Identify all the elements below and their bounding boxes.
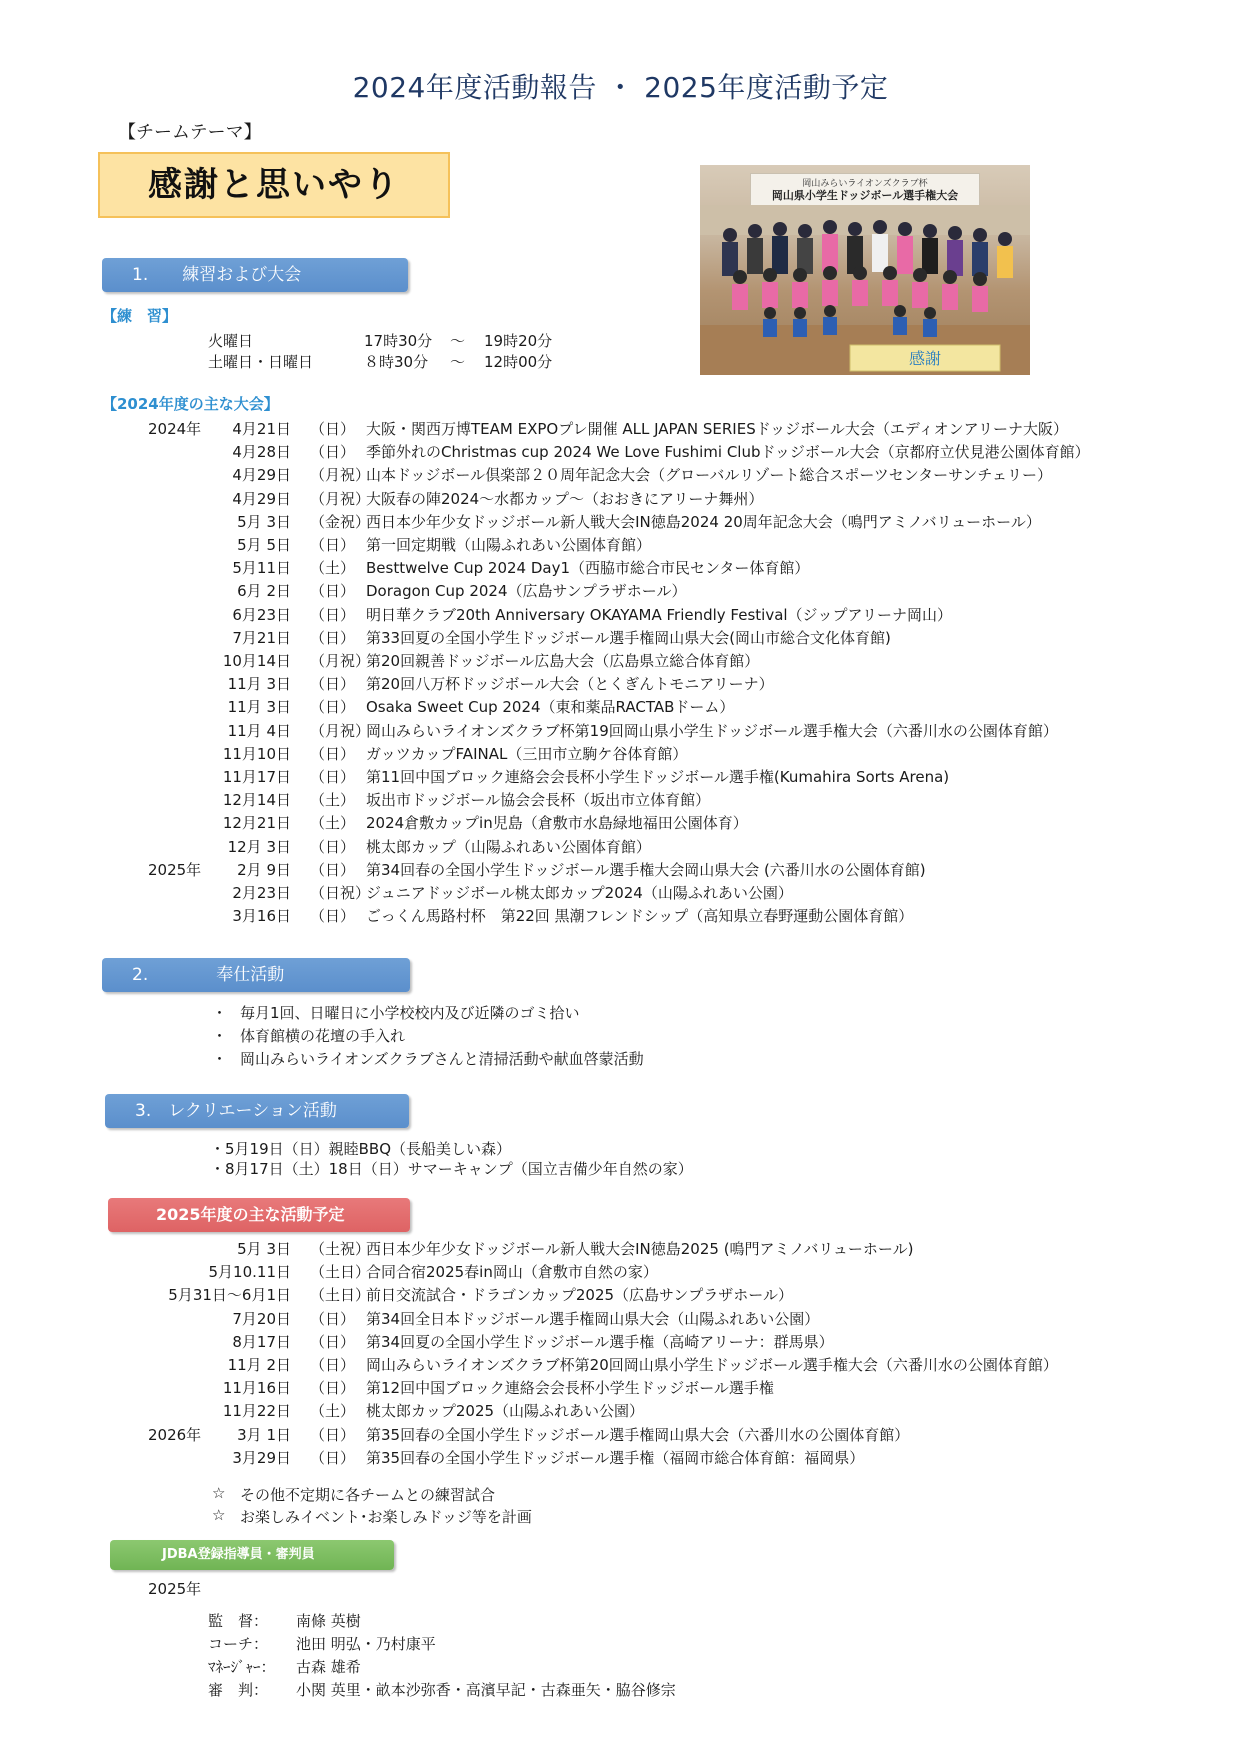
event-row xyxy=(0,812,1241,834)
event-name: 第33回夏の全国小学生ドッジボール選手権岡山県大会(岡山市総合文化体育館) xyxy=(366,628,891,647)
volunteer-item: 体育館横の花壇の手入れ xyxy=(240,1027,406,1045)
event-row xyxy=(0,1238,1241,1260)
event-name: 大阪・関西万博TEAM EXPOプレ開催 ALL JAPAN SERIESドッジボール大会（エディオンアリーナ大阪） xyxy=(366,420,1069,438)
volunteer-item: 岡山みらいライオンズクラブさんと清掃活動や献血啓蒙活動 xyxy=(240,1050,644,1068)
staff-role: 監 督： xyxy=(208,1612,269,1630)
section-volunteer-activities: 2. 奉仕活動 xyxy=(102,958,410,992)
event-day: （日） xyxy=(310,907,356,926)
event-date: 4月21日 xyxy=(232,420,291,438)
event-name: 西日本少年少女ドッジボール新人戦大会IN徳島2025 (鳴門アミノバリューホール) xyxy=(366,1240,914,1258)
event-name: Doragon Cup 2024（広島サンプラザホール） xyxy=(366,582,687,601)
event-row xyxy=(0,488,1241,510)
event-name: 西日本少年少女ドッジボール新人戦大会IN徳島2024 20周年記念大会（鳴門アミノバリューホール） xyxy=(366,512,1041,531)
event-row xyxy=(0,441,1241,463)
event-year: 2024年 xyxy=(148,420,202,438)
staff-role: 審 判： xyxy=(208,1681,269,1699)
event-name: 季節外れのChristmas cup 2024 We Love Fushimi Clubドッジボール大会（京都府立伏見港公園体育館） xyxy=(366,443,1090,462)
event-day: （土） xyxy=(310,559,356,578)
event-day: （日） xyxy=(310,420,356,438)
event-date: 3月29日 xyxy=(232,1448,291,1467)
event-row xyxy=(0,1354,1241,1376)
section-recreation-activities: 3. レクリエーション活動 xyxy=(105,1094,409,1128)
event-name: 第12回中国ブロック連絡会会長杯小学生ドッジボール選手権 xyxy=(366,1379,774,1398)
event-day: （日） xyxy=(310,698,356,717)
star-mark: ☆ xyxy=(212,1484,226,1502)
practice-sep: ～ xyxy=(450,353,466,371)
staff-role: コーチ： xyxy=(208,1635,269,1653)
event-row xyxy=(0,464,1241,486)
team-theme-box: 感謝と思いやり xyxy=(98,152,450,218)
event-day: （日） xyxy=(310,744,356,763)
event-date: 5月 3日 xyxy=(237,512,291,531)
event-date: 12月14日 xyxy=(222,791,291,810)
event-date: 5月 5日 xyxy=(237,536,291,554)
staff-year: 2025年 xyxy=(148,1580,202,1598)
practice-heading: 【練 習】 xyxy=(102,307,178,325)
plans-note: その他不定期に各チームとの練習試合 xyxy=(240,1486,496,1504)
event-date: 7月21日 xyxy=(232,628,291,647)
event-day: （日） xyxy=(310,1332,356,1351)
event-row xyxy=(0,673,1241,695)
event-day: （日） xyxy=(310,1425,356,1444)
bullet-mark: ・ xyxy=(212,1004,228,1022)
event-date: 10月14日 xyxy=(222,652,291,670)
event-row xyxy=(0,720,1241,742)
event-name: Osaka Sweet Cup 2024（東和薬品RACTABドーム） xyxy=(366,698,735,717)
event-day: （日） xyxy=(310,768,356,786)
event-date: 2月23日 xyxy=(232,884,291,902)
practice-end: 12時00分 xyxy=(484,353,553,371)
event-name: 第20回八万杯ドッジボール大会（とくぎんトモニアリーナ） xyxy=(366,675,774,694)
event-date: 2月 9日 xyxy=(237,860,291,879)
event-date: 11月10日 xyxy=(222,744,291,763)
event-day: （日） xyxy=(310,605,356,624)
event-row xyxy=(0,766,1241,788)
event-year: 2026年 xyxy=(148,1425,202,1444)
practice-row xyxy=(0,330,1241,352)
event-date: 12月21日 xyxy=(222,814,291,833)
event-row xyxy=(0,580,1241,602)
event-date: 11月 2日 xyxy=(227,1356,291,1374)
event-name: 岡山みらいライオンズクラブ杯第20回岡山県小学生ドッジボール選手権大会（六番川水の公園体育館） xyxy=(366,1356,1058,1374)
event-name: 第一回定期戦（山陽ふれあい公園体育館） xyxy=(366,536,652,554)
event-date: 12月 3日 xyxy=(227,837,291,856)
photo-sign-text: 感謝 xyxy=(908,349,942,368)
event-name: 桃太郎カップ（山陽ふれあい公園体育館） xyxy=(366,837,651,856)
event-row xyxy=(0,650,1241,672)
bullet-mark: ・ xyxy=(212,1050,228,1068)
event-day: （日） xyxy=(310,675,356,694)
event-row xyxy=(0,696,1241,718)
section-practice-and-tournaments: 1. 練習および大会 xyxy=(102,258,408,292)
event-row xyxy=(0,511,1241,533)
event-date: 4月28日 xyxy=(232,443,291,462)
page-title: 2024年度活動報告 ・ 2025年度活動予定 xyxy=(352,71,889,104)
event-name: 第35回春の全国小学生ドッジボール選手権岡山県大会（六番川水の公園体育館） xyxy=(366,1425,910,1444)
event-year: 2025年 xyxy=(148,860,202,879)
photo-banner-line2: 岡山県小学生ドッジボール選手権大会 xyxy=(771,189,959,202)
bullet-mark: ・ xyxy=(212,1027,228,1045)
event-row xyxy=(0,1308,1241,1330)
recreation-item: ・8月17日（土）18日（日）サマーキャンプ（国立吉備少年自然の家） xyxy=(210,1160,693,1178)
photo-banner-line1: 岡山みらいライオンズクラブ杯 xyxy=(802,179,928,189)
event-date: 4月29日 xyxy=(232,489,291,508)
event-day: （日祝） xyxy=(310,884,371,902)
event-row xyxy=(0,627,1241,649)
event-name: 岡山みらいライオンズクラブ杯第19回岡山県小学生ドッジボール選手権大会（六番川水の公園体育館） xyxy=(366,721,1058,740)
event-date: 4月29日 xyxy=(232,466,291,485)
event-day: （月祝） xyxy=(310,721,371,740)
volunteer-item: 毎月1回、日曜日に小学校校内及び近隣のゴミ拾い xyxy=(240,1004,580,1022)
event-date: 5月10.11日 xyxy=(208,1263,291,1282)
event-date: 6月23日 xyxy=(232,605,291,624)
event-date: 11月 3日 xyxy=(227,675,291,694)
event-row xyxy=(0,836,1241,858)
event-day: （日） xyxy=(310,582,356,601)
event-day: （金祝） xyxy=(310,512,371,531)
event-name: 明日華クラブ20th Anniversary OKAYAMA Friendly Festival（ジップアリーナ岡山） xyxy=(366,605,952,624)
event-name: 坂出市ドッジボール協会会長杯（坂出市立体育館） xyxy=(366,791,711,810)
event-day: （日） xyxy=(310,536,356,554)
event-name: 第34回夏の全国小学生ドッジボール選手権（高崎アリーナ：群馬県） xyxy=(366,1332,834,1351)
practice-end: 19時20分 xyxy=(484,332,553,350)
event-day: （土日） xyxy=(310,1263,371,1282)
event-row xyxy=(0,789,1241,811)
event-name: 山本ドッジボール倶楽部２０周年記念大会（グローバルリゾート総合スポーツセンターサンチェリー） xyxy=(366,466,1052,485)
event-row xyxy=(0,1400,1241,1422)
event-day: （月祝） xyxy=(310,652,371,670)
event-day: （日） xyxy=(310,1309,356,1328)
event-name: 第35回春の全国小学生ドッジボール選手権（福岡市総合体育館：福岡県） xyxy=(366,1448,865,1467)
event-day: （日） xyxy=(310,1356,356,1374)
staff-names: 南條 英樹 xyxy=(296,1612,361,1630)
event-day: （月祝） xyxy=(310,489,371,508)
event-date: 11月17日 xyxy=(222,768,291,786)
event-day: （日） xyxy=(310,837,356,856)
team-theme-label: 【チームテーマ】 xyxy=(118,122,262,143)
section-jdba-staff: JDBA登録指導員・審判員 xyxy=(110,1540,394,1570)
event-day: （土祝） xyxy=(310,1240,371,1258)
event-name: 前日交流試合・ドラゴンカップ2025（広島サンプラザホール） xyxy=(366,1286,793,1305)
star-mark: ☆ xyxy=(212,1506,226,1524)
event-day: （日） xyxy=(310,1448,356,1467)
staff-names: 小関 英里・畝本沙弥香・高濱早記・古森亜矢・脇谷修宗 xyxy=(296,1681,676,1699)
event-name: 第20回親善ドッジボール広島大会（広島県立総合体育館） xyxy=(366,652,760,670)
event-date: 11月 3日 xyxy=(227,698,291,717)
event-name: 桃太郎カップ2025（山陽ふれあい公園） xyxy=(366,1402,645,1421)
event-name: ガッツカップFAINAL（三田市立駒ケ谷体育館） xyxy=(366,744,688,763)
practice-days: 土曜日・日曜日 xyxy=(208,353,314,371)
event-name: 第34回全日本ドッジボール選手権岡山県大会（山陽ふれあい公園） xyxy=(366,1309,820,1328)
practice-start: 17時30分 xyxy=(364,332,433,350)
event-row xyxy=(0,1284,1241,1306)
event-date: 11月 4日 xyxy=(227,721,291,740)
event-row xyxy=(0,1261,1241,1283)
event-day: （土） xyxy=(310,814,356,833)
event-name: 大阪春の陣2024～水都カップ～（おおきにアリーナ舞州） xyxy=(366,489,764,508)
practice-sep: ～ xyxy=(450,332,466,350)
event-row xyxy=(0,1447,1241,1469)
event-date: 3月16日 xyxy=(232,907,291,926)
event-row xyxy=(0,905,1241,927)
event-name: 第11回中国ブロック連絡会会長杯小学生ドッジボール選手権(Kumahira Sorts Arena) xyxy=(366,768,950,786)
event-day: （土） xyxy=(310,791,356,810)
event-row xyxy=(0,1424,1241,1446)
event-row xyxy=(0,604,1241,626)
event-day: （日） xyxy=(310,860,356,879)
section-2025-plans: 2025年度の主な活動予定 xyxy=(108,1198,410,1232)
event-date: 8月17日 xyxy=(232,1332,291,1351)
event-day: （土日） xyxy=(310,1286,371,1305)
event-day: （土） xyxy=(310,1402,356,1421)
event-name: Besttwelve Cup 2024 Day1（西脇市総合市民センター体育館） xyxy=(366,559,810,578)
event-day: （月祝） xyxy=(310,466,371,485)
event-date: 6月 2日 xyxy=(237,582,291,601)
event-date: 11月22日 xyxy=(222,1402,291,1421)
practice-days: 火曜日 xyxy=(208,332,254,350)
staff-role: ﾏﾈｰｼﾞｬｰ： xyxy=(208,1658,276,1676)
practice-row xyxy=(0,351,1241,373)
event-name: ジュニアドッジボール桃太郎カップ2024（山陽ふれあい公園） xyxy=(366,884,793,902)
event-row xyxy=(0,882,1241,904)
plans-note: お楽しみイベント･お楽しみドッジ等を計画 xyxy=(240,1508,532,1526)
event-day: （日） xyxy=(310,1379,356,1398)
event-day: （日） xyxy=(310,628,356,647)
event-date: 7月20日 xyxy=(232,1309,291,1328)
staff-names: 池田 明弘・乃村康平 xyxy=(296,1635,436,1653)
event-name: 合同合宿2025春in岡山（倉敷市自然の家） xyxy=(366,1263,658,1282)
event-row xyxy=(0,557,1241,579)
event-row xyxy=(0,418,1241,440)
tournaments-2024-heading: 【2024年度の主な大会】 xyxy=(102,395,279,413)
photo-banner xyxy=(750,173,980,207)
event-name: 第34回春の全国小学生ドッジボール選手権大会岡山県大会 (六番川水の公園体育館) xyxy=(366,860,926,879)
event-day: （日） xyxy=(310,443,356,462)
event-row xyxy=(0,1331,1241,1353)
staff-names: 古森 雄希 xyxy=(296,1658,361,1676)
event-date: 5月31日～6月1日 xyxy=(168,1286,291,1305)
event-date: 3月 1日 xyxy=(237,1425,291,1444)
practice-start: ８時30分 xyxy=(364,353,429,371)
event-row xyxy=(0,859,1241,881)
event-date: 11月16日 xyxy=(222,1379,291,1398)
event-name: ごっくん馬路村杯 第22回 黒潮フレンドシップ（高知県立春野運動公園体育館） xyxy=(366,907,914,926)
recreation-item: ・5月19日（日）親睦BBQ（長船美しい森） xyxy=(210,1140,512,1158)
event-date: 5月 3日 xyxy=(237,1240,291,1258)
event-date: 5月11日 xyxy=(232,559,291,578)
event-row xyxy=(0,534,1241,556)
event-row xyxy=(0,743,1241,765)
event-name: 2024倉敷カップin児島（倉敷市水島緑地福田公園体育） xyxy=(366,814,748,833)
event-row xyxy=(0,1377,1241,1399)
